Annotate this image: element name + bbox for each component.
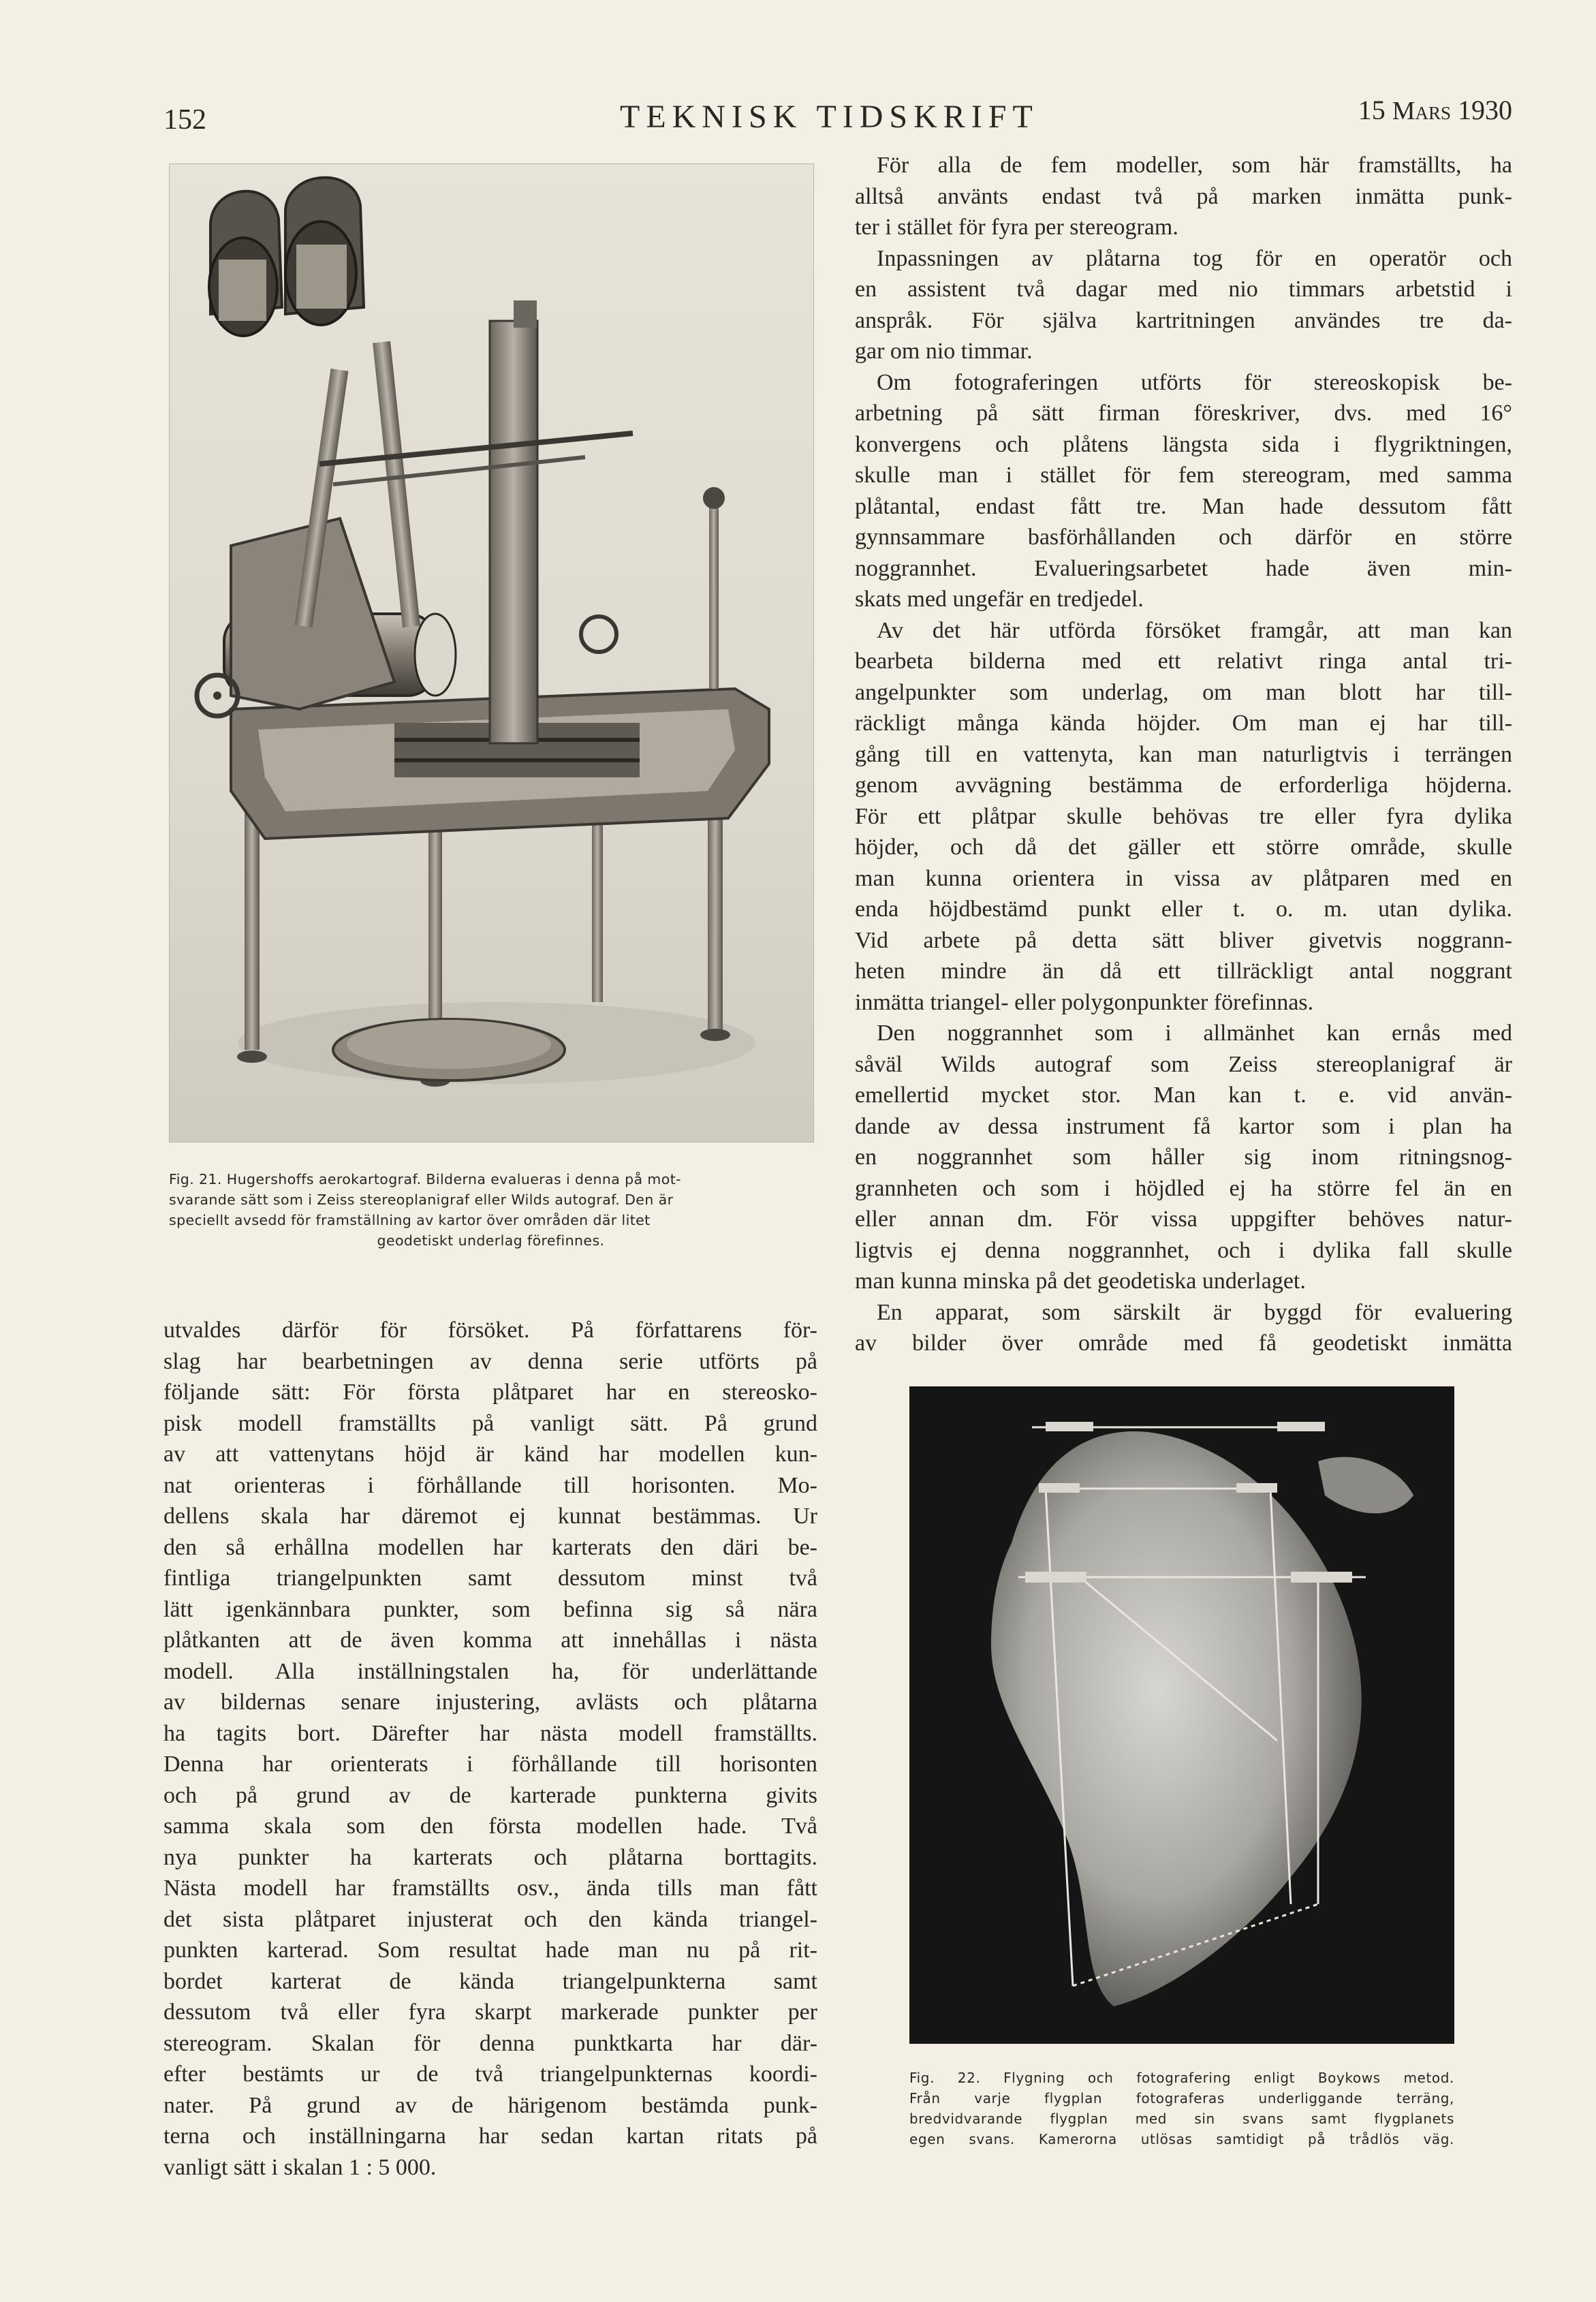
text-line: den så erhållna modellen har karterats den däri be-: [163, 1534, 817, 1560]
aerokartograf-illustration: [170, 164, 813, 1142]
text-line: grannheten och som i höjdled ej ha större fel än en: [855, 1175, 1512, 1201]
caption-line: svarande sätt som i Zeiss stereoplanigraf eller Wilds autograf. Den är: [169, 1192, 674, 1208]
text-line: höjder, och då det gäller ett större område, skulle: [855, 835, 1512, 860]
text-line: noggrannhet. Evalueringsarbetet hade även min-: [855, 555, 1512, 581]
text-line: slag har bearbetningen av denna serie utförts på: [163, 1348, 817, 1374]
text-line: av att vattenytans höjd är känd har modellen kun-: [163, 1442, 817, 1467]
text-line: punkten karterad. Som resultat hade man nu på rit-: [163, 1938, 817, 1963]
text-line: vanligt sätt i skalan 1 : 5 000.: [163, 2154, 437, 2180]
text-line: eller annan dm. För vissa uppgifter behöves natur-: [855, 1207, 1512, 1232]
text-line: För alla de fem modeller, som här framställts, ha: [877, 153, 1512, 178]
text-line: gynnsammare basförhållanden och därför en större: [855, 525, 1512, 550]
text-line: och på grund av de karterade punkterna givits: [163, 1782, 817, 1808]
text-line: bearbeta bilderna med ett relativt ringa antal tri-: [855, 649, 1512, 674]
text-line: samma skala som den första modellen hade. Två: [163, 1814, 817, 1839]
text-line: plåtkanten att de även komma att innehållas i nästa: [163, 1628, 817, 1653]
issue-day: 15: [1358, 95, 1386, 125]
flygning-illustration: [909, 1386, 1454, 2044]
text-line: ha tagits bort. Därefter har nästa modell framställts.: [163, 1720, 817, 1746]
text-line: pisk modell framställts på vanligt sätt. På grund: [163, 1410, 817, 1436]
text-line: såväl Wilds autograf som Zeiss stereoplanigraf är: [855, 1051, 1512, 1077]
text-line: nat orienteras i förhållande till horisonten. Mo-: [163, 1472, 817, 1498]
issue-year: 1930: [1458, 95, 1512, 125]
text-line: konvergens och plåtens längsta sida i flygriktningen,: [855, 431, 1512, 457]
figure-22-photo: [909, 1386, 1454, 2044]
text-line: terna och inställningarna har sedan kartan ritats på: [163, 2124, 817, 2149]
text-line: heten mindre än då ett tillräckligt antal noggrant: [855, 959, 1512, 984]
text-line: plåtantal, endast fått tre. Man hade dessutom fått: [855, 493, 1512, 519]
caption-line: Fig. 21. Hugershoffs aerokartograf. Bilderna evalueras i denna på mot-: [169, 1171, 681, 1187]
left-column-text: [163, 1315, 817, 2183]
text-line: bordet karterat de kända triangelpunkterna samt: [163, 1968, 817, 1994]
text-line: nater. På grund av de härigenom bestämda punk-: [163, 2092, 817, 2118]
text-line: gar om nio timmar.: [855, 339, 1033, 364]
text-line: emellertid mycket stor. Man kan t. e. vid använ-: [855, 1083, 1512, 1108]
text-line: För ett plåtpar skulle behövas tre eller fyra dylika: [855, 803, 1512, 829]
caption-line: egen svans. Kamerorna utlösas samtidigt på trådlös väg.: [909, 2131, 1454, 2147]
text-line: Om fotograferingen utförts för stereoskopisk be-: [877, 369, 1512, 395]
text-line: arbetning på sätt firman föreskriver, dvs. med 16°: [855, 401, 1512, 426]
text-line: lätt igenkännbara punkter, som befinna sig så nära: [163, 1596, 817, 1622]
text-line: angelpunkter som underlag, om man blott har till-: [855, 679, 1512, 705]
text-line: följande sätt: För första plåtparet har en stereosko-: [163, 1380, 817, 1405]
text-line: dande av dessa instrument få kartor som i plan ha: [855, 1113, 1512, 1139]
issue-month: Mars: [1392, 97, 1451, 125]
figure-21-photo: [169, 164, 814, 1142]
text-line: En apparat, som särskilt är byggd för evaluering: [877, 1299, 1512, 1325]
figure-22-caption: [909, 2068, 1454, 2149]
figure-21-caption: [169, 1169, 813, 1251]
caption-line: geodetiskt underlag förefinnes.: [377, 1232, 605, 1249]
text-line: Denna har orienterats i förhållande till horisonten: [163, 1752, 817, 1777]
text-line: av bilder över område med få geodetiskt inmätta: [855, 1331, 1512, 1356]
text-line: det sista plåtparet injusterat och den kända triangel-: [163, 1906, 817, 1932]
text-line: inmätta triangel- eller polygonpunkter förefinnas.: [855, 989, 1314, 1015]
text-line: genom avvägning bestämma de erforderliga höjderna.: [855, 773, 1512, 798]
journal-title: TEKNISK TIDSKRIFT: [620, 99, 1039, 135]
caption-line: speciellt avsedd för framställning av kartor över områden där litet: [169, 1212, 651, 1228]
text-line: dessutom två eller fyra skarpt markerade punkter per: [163, 2000, 817, 2025]
text-line: Den noggrannhet som i allmänhet kan ernås med: [877, 1021, 1512, 1046]
text-line: modell. Alla inställningstalen ha, för underlättande: [163, 1658, 817, 1684]
text-line: Nästa modell har framställts osv., ända tills man fått: [163, 1876, 817, 1901]
text-line: skulle man i stället för fem stereogram, med samma: [855, 463, 1512, 488]
text-line: Vid arbete på detta sätt bliver givetvis noggrann-: [855, 927, 1512, 953]
text-line: gång till en vattenyta, kan man naturligtvis i terrängen: [855, 741, 1512, 767]
text-line: Av det här utförda försöket framgår, att man kan: [877, 617, 1512, 643]
page-header: [163, 89, 1512, 143]
text-line: dellens skala har däremot ej kunnat bestämmas. Ur: [163, 1504, 817, 1529]
text-line: alltså använts endast två på marken inmätta punk-: [855, 183, 1512, 209]
text-line: av bildernas senare injustering, avlästs och plåtarna: [163, 1690, 817, 1715]
text-line: anspråk. För själva kartritningen användes tre da-: [855, 307, 1512, 333]
text-line: räckligt många kända höjder. Om man ej har till-: [855, 711, 1512, 736]
text-line: ter i stället för fyra per stereogram.: [855, 215, 1178, 240]
right-column-text: [855, 150, 1512, 1359]
text-line: enda höjdbestämd punkt eller t. o. m. utan dylika.: [855, 897, 1512, 922]
caption-line: bredvidvarande flygplan med sin svans samt flygplanets: [909, 2111, 1454, 2127]
text-line: utvaldes därför för försöket. På författarens för-: [163, 1318, 817, 1343]
text-line: fintliga triangelpunkten samt dessutom minst två: [163, 1566, 817, 1591]
text-line: efter bestämts ur de två triangelpunkternas koordi-: [163, 2062, 817, 2087]
text-line: ligtvis ej denna noggrannhet, och i dylika fall skulle: [855, 1237, 1512, 1263]
caption-line: Från varje flygplan fotograferas underliggande terräng,: [909, 2090, 1454, 2106]
text-line: man kunna orientera in vissa av plåtparen med en: [855, 865, 1512, 891]
text-line: stereogram. Skalan för denna punktkarta har där-: [163, 2030, 817, 2056]
text-line: en assistent två dagar med nio timmars arbetstid i: [855, 277, 1512, 302]
text-line: skats med ungefär en tredjedel.: [855, 587, 1144, 612]
issue-date: [1358, 94, 1512, 126]
text-line: man kunna minska på det geodetiska underlaget.: [855, 1269, 1306, 1294]
text-line: en noggrannhet som håller sig inom ritningsnog-: [855, 1145, 1512, 1170]
caption-line: Fig. 22. Flygning och fotografering enligt Boykows metod.: [909, 2070, 1454, 2086]
page-number: 152: [163, 104, 206, 136]
text-line: Inpassningen av plåtarna tog för en operatör och: [877, 245, 1512, 271]
text-line: nya punkter ha karterats och plåtarna borttagits.: [163, 1844, 817, 1870]
